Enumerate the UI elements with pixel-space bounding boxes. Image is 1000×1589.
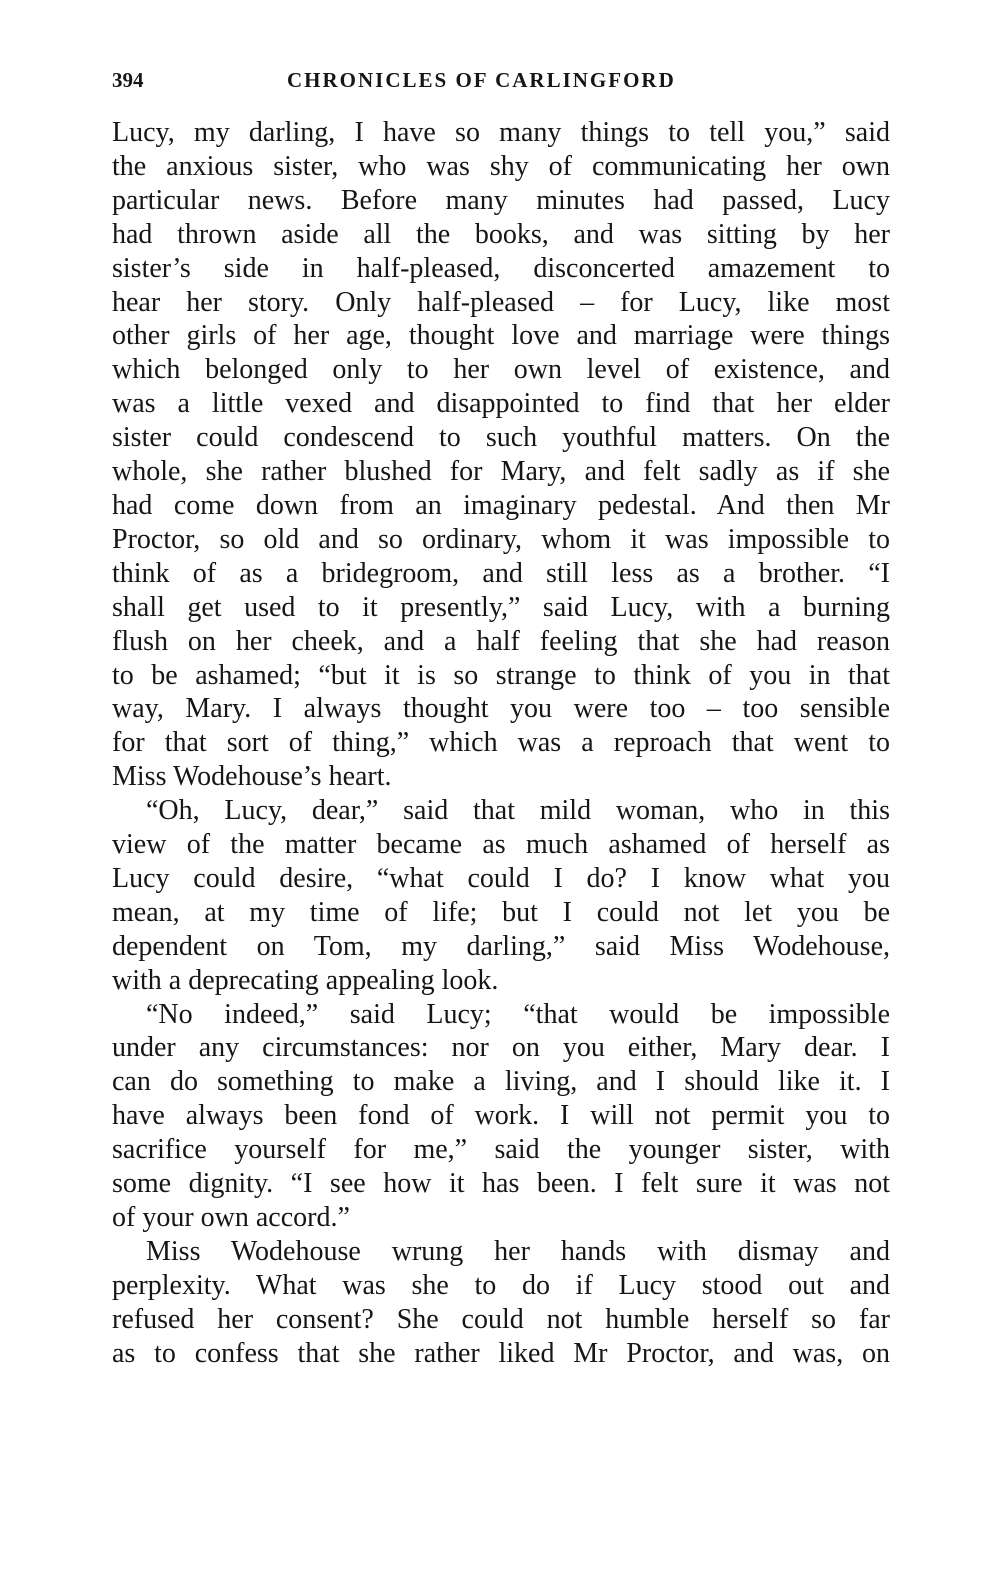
text-line: Lucy could desire, “what could I do? I know what you (112, 862, 890, 894)
text-line: refused her consent? She could not humble herself so far (112, 1303, 890, 1335)
text-line: have always been fond of work. I will not permit you to (112, 1100, 890, 1132)
paragraph (112, 998, 890, 1235)
text-line: Lucy, my darling, I have so many things to tell you,” said (112, 117, 890, 148)
book-title: CHRONICLES OF CARLINGFORD (287, 68, 676, 92)
text-line: had thrown aside all the books, and was sitting by her (112, 218, 890, 250)
text-line: sacrifice yourself for me,” said the younger sister, with (112, 1134, 890, 1166)
text-line: mean, at my time of life; but I could not let you be (112, 896, 890, 928)
paragraph (112, 116, 890, 794)
paragraph (112, 794, 890, 997)
text-line: to be ashamed; “but it is so strange to think of you in that (112, 659, 890, 691)
text-line: hear her story. Only half-pleased – for Lucy, like most (112, 286, 890, 318)
text-line: Miss Wodehouse’s heart. (112, 761, 392, 793)
text-line: way, Mary. I always thought you were too – too sensible (112, 693, 890, 725)
text-line: some dignity. “I see how it has been. I felt sure it was not (112, 1168, 890, 1200)
text-line: sister’s side in half-pleased, disconcerted amazement to (112, 252, 890, 284)
text-line: flush on her cheek, and a half feeling that she had reason (112, 625, 890, 657)
text-line: other girls of her age, thought love and marriage were things (112, 320, 890, 352)
text-line: with a deprecating appealing look. (112, 964, 499, 996)
text-line: which belonged only to her own level of existence, and (112, 354, 890, 386)
text-line: of your own accord.” (112, 1202, 350, 1233)
page-number: 394 (112, 68, 144, 92)
running-head (112, 60, 890, 100)
text-line: can do something to make a living, and I should like it. I (112, 1066, 890, 1098)
text-line: “Oh, Lucy, dear,” said that mild woman, who in this (146, 795, 890, 827)
text-line: whole, she rather blushed for Mary, and felt sadly as if she (112, 456, 890, 488)
text-line: under any circumstances: nor on you either, Mary dear. I (112, 1032, 890, 1064)
paragraph (112, 1235, 890, 1371)
text-line: as to confess that she rather liked Mr Proctor, and was, on (112, 1337, 890, 1369)
text-line: shall get used to it presently,” said Lucy, with a burning (112, 591, 890, 623)
text-line: had come down from an imaginary pedestal. And then Mr (112, 489, 890, 521)
text-line: particular news. Before many minutes had passed, Lucy (112, 184, 890, 216)
text-line: Miss Wodehouse wrung her hands with dismay and (146, 1235, 890, 1267)
text-line: the anxious sister, who was shy of communicating her own (112, 150, 890, 182)
text-line: Proctor, so old and so ordinary, whom it was impossible to (112, 523, 890, 555)
text-line: was a little vexed and disappointed to find that her elder (112, 388, 890, 420)
text-line: view of the matter became as much ashamed of herself as (112, 829, 890, 861)
text-line: perplexity. What was she to do if Lucy stood out and (112, 1269, 890, 1301)
book-page (112, 60, 890, 1371)
text-line: think of as a bridegroom, and still less as a brother. “I (112, 557, 890, 589)
text-line: sister could condescend to such youthful matters. On the (112, 422, 890, 454)
body-text (112, 116, 890, 1371)
text-line: for that sort of thing,” which was a reproach that went to (112, 727, 890, 759)
text-line: dependent on Tom, my darling,” said Miss Wodehouse, (112, 930, 890, 962)
text-line: “No indeed,” said Lucy; “that would be impossible (146, 998, 890, 1030)
